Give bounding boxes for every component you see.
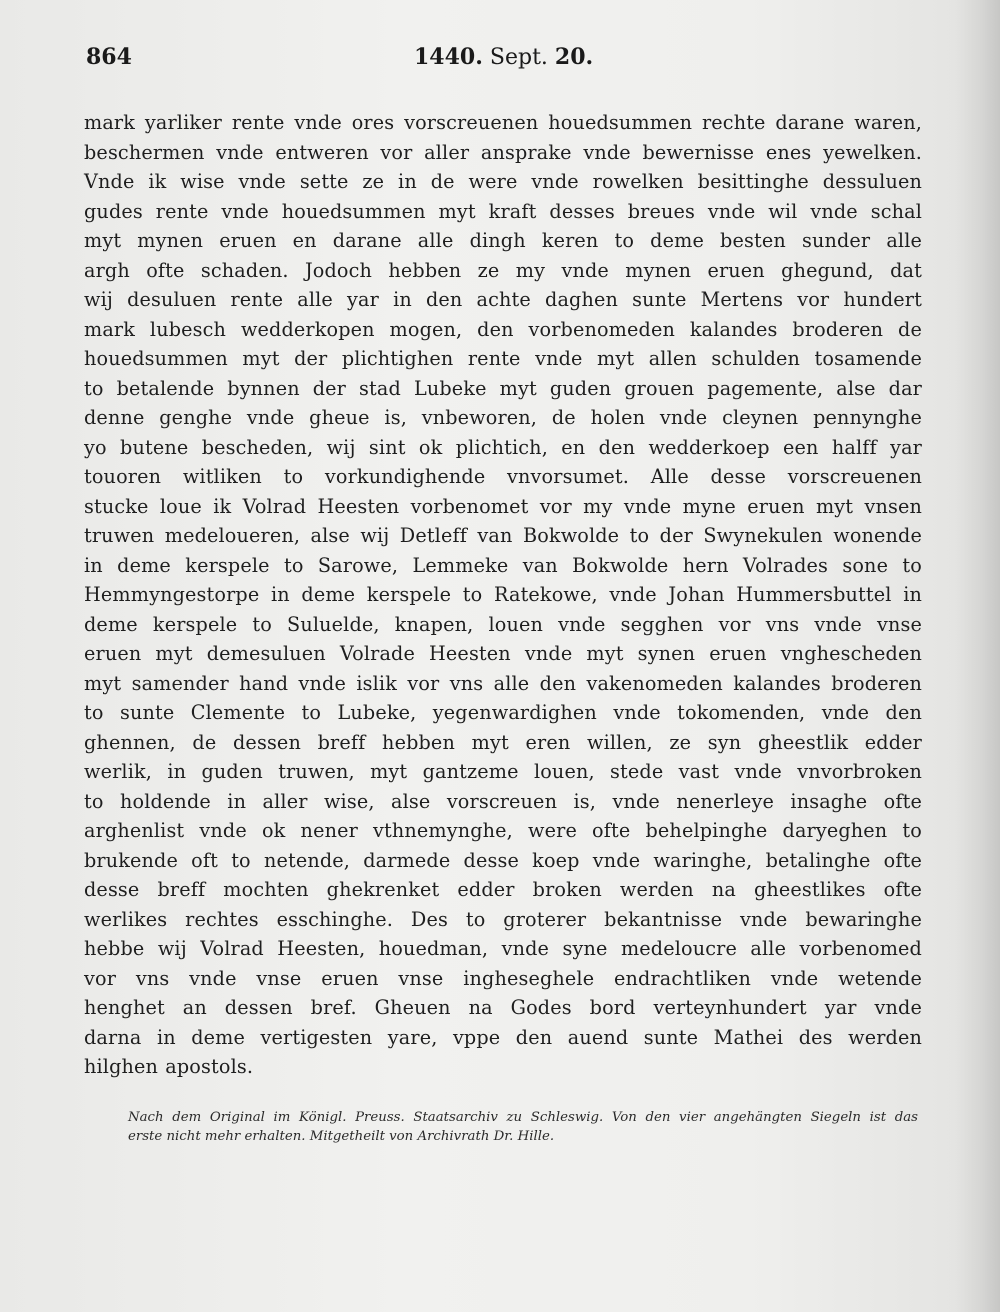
body-line: to holdende in aller wise, alse vorscreuen is, vnde nenerleye insaghe ofte xyxy=(84,789,922,813)
body-line: in deme kerspele to Sarowe, Lemmeke van Bokwolde hern Volrades sone to xyxy=(84,553,922,577)
body-line: mark lubesch wedderkopen mogen, den vorbenomeden kalandes broderen de xyxy=(84,317,922,341)
body-line: gudes rente vnde houedsummen myt kraft desses breues vnde wil vnde schal xyxy=(84,199,922,223)
body-line: eruen myt demesuluen Volrade Heesten vnde myt synen eruen vnghescheden xyxy=(84,642,922,665)
body-line: to betalende bynnen der stad Lubeke myt guden grouen pagemente, alse dar xyxy=(84,376,922,400)
body-line: wij desuluen rente alle yar in den achte daghen sunte Mertens vor hundert xyxy=(84,288,922,311)
body-line: truwen medeloueren, alse wij Detleff van Bokwolde to der Swynekulen wonende xyxy=(84,524,922,547)
body-line: darna in deme vertigesten yare, vppe den auend sunte Mathei des werden xyxy=(84,1025,922,1049)
body-line: werlikes rechtes esschinghe. Des to groterer bekantnisse vnde bewaringhe xyxy=(84,907,922,931)
body-line: brukende oft to netende, darmede desse koep vnde waringhe, betalinghe ofte xyxy=(84,848,922,872)
body-line: Hemmyngestorpe in deme kerspele to Ratekowe, vnde Johan Hummersbuttel in xyxy=(84,583,922,606)
source-footnote xyxy=(128,1108,918,1146)
body-line: denne genghe vnde gheue is, vnbeworen, de holen vnde cleynen pennynghe xyxy=(84,406,922,429)
body-line: touoren witliken to vorkundighende vnvorsumet. Alle desse vorscreuenen xyxy=(84,465,922,488)
body-line: desse breff mochten ghekrenket edder broken werden na gheestlikes ofte xyxy=(84,878,922,901)
body-line: vor vns vnde vnse eruen vnse ingheseghele endrachtliken vnde wetende xyxy=(84,966,922,990)
page-header xyxy=(86,44,922,76)
body-line: stucke loue ik Volrad Heesten vorbenomet vor my vnde myne eruen myt vnsen xyxy=(84,494,922,518)
body-line: to sunte Clemente to Lubeke, yegenwardighen vnde tokomenden, vnde den xyxy=(84,701,922,724)
header-day: 20. xyxy=(554,44,594,70)
header-year: 1440. xyxy=(414,44,483,70)
body-line: myt mynen eruen en darane alle dingh keren to deme besten sunder alle xyxy=(84,229,922,252)
body-line: henghet an dessen bref. Gheuen na Godes bord verteynhundert yar vnde xyxy=(84,996,922,1019)
body-line: werlik, in guden truwen, myt gantzeme louen, stede vast vnde vnvorbroken xyxy=(84,760,922,783)
body-line: Vnde ik wise vnde sette ze in de were vnde rowelken besittinghe dessuluen xyxy=(84,170,922,193)
body-line: houedsummen myt der plichtighen rente vnde myt allen schulden tosamende xyxy=(84,347,922,370)
body-line: beschermen vnde entweren vor aller ansprake vnde bewernisse enes yewelken. xyxy=(84,140,922,164)
body-line: mark yarliker rente vnde ores vorscreuenen houedsummen rechte darane waren, xyxy=(84,111,922,134)
header-month: Sept. xyxy=(489,45,548,70)
body-line: hilghen apostols. xyxy=(84,1055,254,1078)
body-line: hebbe wij Volrad Heesten, houedman, vnde syne medeloucre alle vorbenomed xyxy=(84,937,922,960)
body-line: argh ofte schaden. Jodoch hebben ze my vnde mynen eruen ghegund, dat xyxy=(84,258,922,282)
body-line: arghenlist vnde ok nener vthnemynghe, were ofte behelpinghe daryeghen to xyxy=(84,819,922,842)
document-body xyxy=(84,108,922,1082)
body-line: myt samender hand vnde islik vor vns alle den vakenomeden kalandes broderen xyxy=(84,671,922,695)
running-head-date xyxy=(414,44,593,70)
page-number: 864 xyxy=(86,44,132,70)
body-line: deme kerspele to Suluelde, knapen, louen vnde segghen vor vns vnde vnse xyxy=(84,612,922,636)
body-line: yo butene bescheden, wij sint ok plichtich, en den wedderkoep een halff yar xyxy=(84,435,922,459)
footnote-line-2: erste nicht mehr erhalten. Mitgetheilt von Archivrath Dr. Hille. xyxy=(128,1129,555,1144)
body-line: ghennen, de dessen breff hebben myt eren willen, ze syn gheestlik edder xyxy=(84,730,922,754)
page-edge-shadow xyxy=(954,0,1000,1312)
footnote-line-1: Nach dem Original im Königl. Preuss. Staatsarchiv zu Schleswig. Von den vier angehängten Siegeln ist das xyxy=(128,1110,918,1125)
